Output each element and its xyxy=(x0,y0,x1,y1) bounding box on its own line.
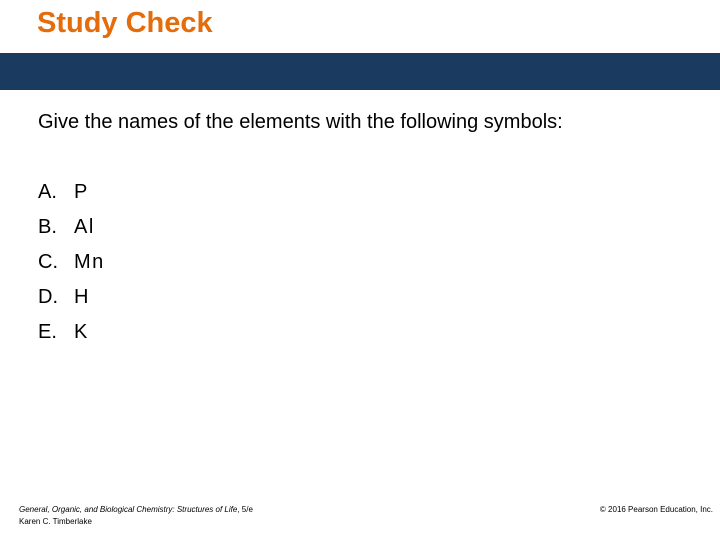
choice-letter: A. xyxy=(38,181,57,203)
choice-symbol: Al xyxy=(74,216,95,238)
choice-list xyxy=(38,175,105,350)
choice-letter: C. xyxy=(38,251,58,273)
choice-item xyxy=(38,175,105,210)
slide-title: Study Check xyxy=(37,7,213,39)
footer-author: Karen C. Timberlake xyxy=(19,517,92,526)
choice-item xyxy=(38,245,105,280)
choice-symbol: H xyxy=(74,286,90,308)
choice-letter: E. xyxy=(38,321,57,343)
footer-book-line xyxy=(19,504,253,516)
footer-edition: , 5/e xyxy=(237,505,253,514)
footer-citation xyxy=(19,504,253,528)
choice-symbol: Mn xyxy=(74,251,105,273)
choice-item xyxy=(38,280,105,315)
footer-copyright: © 2016 Pearson Education, Inc. xyxy=(599,505,713,514)
choice-item xyxy=(38,315,105,350)
choice-symbol: K xyxy=(74,321,89,343)
choice-item xyxy=(38,210,105,245)
choice-letter: B. xyxy=(38,216,57,238)
footer-book-title: General, Organic, and Biological Chemistry: Structures of Life xyxy=(19,505,238,514)
question-text: Give the names of the elements with the following symbols: xyxy=(38,111,563,133)
choice-letter: D. xyxy=(38,286,58,308)
title-bar xyxy=(0,53,720,90)
choice-symbol: P xyxy=(74,181,89,203)
